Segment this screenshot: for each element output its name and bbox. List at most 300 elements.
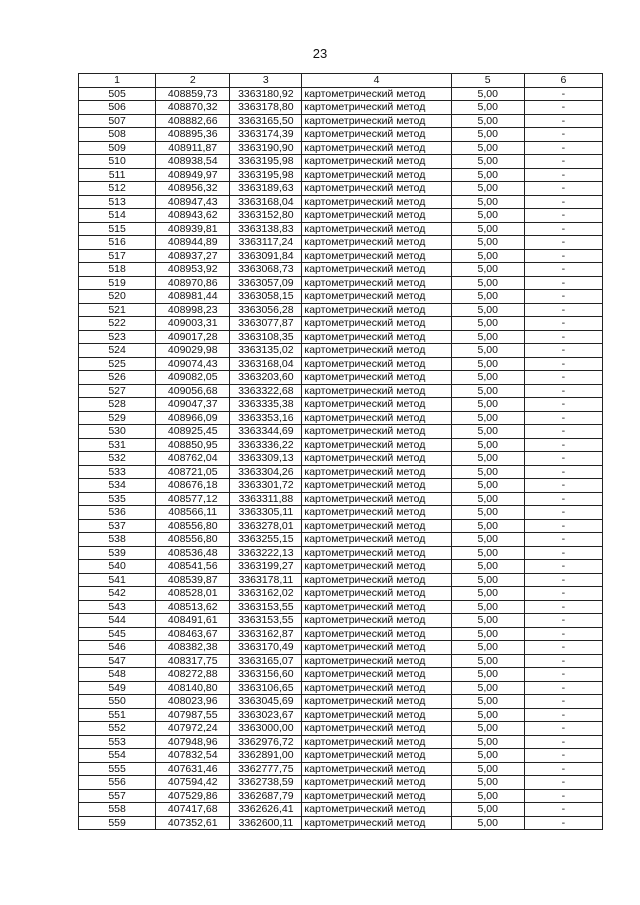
y-coordinate-cell: 3363255,15 [230,533,302,547]
x-coordinate-cell: 408721,05 [156,465,230,479]
note-cell: - [524,560,602,574]
y-coordinate-cell: 3363168,04 [230,357,302,371]
x-coordinate-cell: 408998,23 [156,303,230,317]
method-cell: картометрический метод [302,114,451,128]
point-number-cell: 526 [79,371,156,385]
accuracy-cell: 5,00 [451,681,524,695]
accuracy-cell: 5,00 [451,722,524,736]
table-row [79,722,603,736]
point-number-cell: 537 [79,519,156,533]
note-cell: - [524,182,602,196]
point-number-cell: 533 [79,465,156,479]
method-cell: картометрический метод [302,614,451,628]
table-row [79,600,603,614]
y-coordinate-cell: 3362891,00 [230,749,302,763]
point-number-cell: 521 [79,303,156,317]
method-cell: картометрический метод [302,654,451,668]
table-row [79,492,603,506]
y-coordinate-cell: 3363165,50 [230,114,302,128]
method-cell: картометрический метод [302,560,451,574]
table-row [79,290,603,304]
page-number: 23 [312,46,328,61]
accuracy-cell: 5,00 [451,438,524,452]
point-number-cell: 550 [79,695,156,709]
column-header-3: 3 [230,74,302,88]
method-cell: картометрический метод [302,398,451,412]
accuracy-cell: 5,00 [451,479,524,493]
table-row [79,627,603,641]
note-cell: - [524,506,602,520]
note-cell: - [524,249,602,263]
y-coordinate-cell: 3363023,67 [230,708,302,722]
point-number-cell: 541 [79,573,156,587]
table-row [79,101,603,115]
table-row [79,533,603,547]
point-number-cell: 512 [79,182,156,196]
y-coordinate-cell: 3363138,83 [230,222,302,236]
method-cell: картометрический метод [302,209,451,223]
table-row [79,749,603,763]
method-cell: картометрический метод [302,573,451,587]
table-row [79,114,603,128]
note-cell: - [524,452,602,466]
x-coordinate-cell: 408577,12 [156,492,230,506]
point-number-cell: 546 [79,641,156,655]
table-row [79,276,603,290]
note-cell: - [524,128,602,142]
point-number-cell: 507 [79,114,156,128]
accuracy-cell: 5,00 [451,776,524,790]
y-coordinate-cell: 3363353,16 [230,411,302,425]
table-row [79,735,603,749]
note-cell: - [524,803,602,817]
method-cell: картометрический метод [302,519,451,533]
y-coordinate-cell: 3363077,87 [230,317,302,331]
table-row [79,560,603,574]
y-coordinate-cell: 3363091,84 [230,249,302,263]
y-coordinate-cell: 3363195,98 [230,168,302,182]
x-coordinate-cell: 409017,28 [156,330,230,344]
accuracy-cell: 5,00 [451,695,524,709]
note-cell: - [524,816,602,830]
point-number-cell: 538 [79,533,156,547]
point-number-cell: 519 [79,276,156,290]
table-row [79,776,603,790]
table-row [79,816,603,830]
method-cell: картометрический метод [302,276,451,290]
method-cell: картометрический метод [302,668,451,682]
method-cell: картометрический метод [302,168,451,182]
column-header-2: 2 [156,74,230,88]
point-number-cell: 529 [79,411,156,425]
method-cell: картометрический метод [302,357,451,371]
note-cell: - [524,155,602,169]
x-coordinate-cell: 408513,62 [156,600,230,614]
x-coordinate-cell: 408566,11 [156,506,230,520]
method-cell: картометрический метод [302,789,451,803]
method-cell: картометрический метод [302,411,451,425]
point-number-cell: 535 [79,492,156,506]
note-cell: - [524,708,602,722]
x-coordinate-cell: 408895,36 [156,128,230,142]
y-coordinate-cell: 3363222,13 [230,546,302,560]
table-row [79,209,603,223]
x-coordinate-cell: 408491,61 [156,614,230,628]
y-coordinate-cell: 3362777,75 [230,762,302,776]
x-coordinate-cell: 408966,09 [156,411,230,425]
note-cell: - [524,776,602,790]
x-coordinate-cell: 408870,32 [156,101,230,115]
accuracy-cell: 5,00 [451,614,524,628]
x-coordinate-cell: 409074,43 [156,357,230,371]
point-number-cell: 510 [79,155,156,169]
point-number-cell: 549 [79,681,156,695]
method-cell: картометрический метод [302,263,451,277]
note-cell: - [524,209,602,223]
y-coordinate-cell: 3363190,90 [230,141,302,155]
point-number-cell: 531 [79,438,156,452]
method-cell: картометрический метод [302,249,451,263]
method-cell: картометрический метод [302,506,451,520]
y-coordinate-cell: 3363189,63 [230,182,302,196]
x-coordinate-cell: 408956,32 [156,182,230,196]
y-coordinate-cell: 3363199,27 [230,560,302,574]
accuracy-cell: 5,00 [451,492,524,506]
method-cell: картометрический метод [302,816,451,830]
method-cell: картометрический метод [302,182,451,196]
accuracy-cell: 5,00 [451,384,524,398]
method-cell: картометрический метод [302,627,451,641]
y-coordinate-cell: 3363178,80 [230,101,302,115]
method-cell: картометрический метод [302,438,451,452]
x-coordinate-cell: 408539,87 [156,573,230,587]
y-coordinate-cell: 3363117,24 [230,236,302,250]
point-number-cell: 514 [79,209,156,223]
method-cell: картометрический метод [302,101,451,115]
y-coordinate-cell: 3363058,15 [230,290,302,304]
method-cell: картометрический метод [302,155,451,169]
point-number-cell: 556 [79,776,156,790]
x-coordinate-cell: 408953,92 [156,263,230,277]
point-number-cell: 534 [79,479,156,493]
point-number-cell: 555 [79,762,156,776]
x-coordinate-cell: 408944,89 [156,236,230,250]
note-cell: - [524,614,602,628]
table-row [79,222,603,236]
point-number-cell: 515 [79,222,156,236]
method-cell: картометрический метод [302,762,451,776]
y-coordinate-cell: 3362626,41 [230,803,302,817]
point-number-cell: 559 [79,816,156,830]
x-coordinate-cell: 408272,88 [156,668,230,682]
table-row [79,141,603,155]
x-coordinate-cell: 408762,04 [156,452,230,466]
accuracy-cell: 5,00 [451,357,524,371]
method-cell: картометрический метод [302,587,451,601]
table-row [79,155,603,169]
column-header-4: 4 [302,74,451,88]
table-row [79,654,603,668]
y-coordinate-cell: 3362738,59 [230,776,302,790]
table-row [79,317,603,331]
table-body [79,87,603,830]
y-coordinate-cell: 3363162,02 [230,587,302,601]
note-cell: - [524,654,602,668]
method-cell: картометрический метод [302,695,451,709]
y-coordinate-cell: 3363162,87 [230,627,302,641]
note-cell: - [524,587,602,601]
method-cell: картометрический метод [302,222,451,236]
y-coordinate-cell: 3363057,09 [230,276,302,290]
table-row [79,425,603,439]
table-row [79,803,603,817]
method-cell: картометрический метод [302,195,451,209]
point-number-cell: 517 [79,249,156,263]
table-row [79,587,603,601]
table-row [79,546,603,560]
column-header-5: 5 [451,74,524,88]
note-cell: - [524,398,602,412]
x-coordinate-cell: 408528,01 [156,587,230,601]
y-coordinate-cell: 3363045,69 [230,695,302,709]
method-cell: картометрический метод [302,600,451,614]
note-cell: - [524,573,602,587]
accuracy-cell: 5,00 [451,654,524,668]
method-cell: картометрический метод [302,128,451,142]
y-coordinate-cell: 3363335,38 [230,398,302,412]
table-row [79,128,603,142]
point-number-cell: 527 [79,384,156,398]
table-row [79,195,603,209]
note-cell: - [524,438,602,452]
note-cell: - [524,276,602,290]
y-coordinate-cell: 3363170,49 [230,641,302,655]
point-number-cell: 525 [79,357,156,371]
x-coordinate-cell: 408970,86 [156,276,230,290]
point-number-cell: 554 [79,749,156,763]
table-row [79,789,603,803]
method-cell: картометрический метод [302,452,451,466]
column-header-6: 6 [524,74,602,88]
table-header-row [79,74,603,88]
table-row [79,182,603,196]
y-coordinate-cell: 3363106,65 [230,681,302,695]
note-cell: - [524,762,602,776]
y-coordinate-cell: 3363178,11 [230,573,302,587]
note-cell: - [524,789,602,803]
method-cell: картометрический метод [302,465,451,479]
x-coordinate-cell: 407987,55 [156,708,230,722]
x-coordinate-cell: 408850,95 [156,438,230,452]
table-row [79,236,603,250]
note-cell: - [524,425,602,439]
x-coordinate-cell: 408949,97 [156,168,230,182]
x-coordinate-cell: 409056,68 [156,384,230,398]
accuracy-cell: 5,00 [451,168,524,182]
point-number-cell: 558 [79,803,156,817]
x-coordinate-cell: 408317,75 [156,654,230,668]
point-number-cell: 508 [79,128,156,142]
x-coordinate-cell: 408943,62 [156,209,230,223]
point-number-cell: 544 [79,614,156,628]
note-cell: - [524,749,602,763]
x-coordinate-cell: 408556,80 [156,519,230,533]
x-coordinate-cell: 408981,44 [156,290,230,304]
accuracy-cell: 5,00 [451,209,524,223]
point-number-cell: 552 [79,722,156,736]
accuracy-cell: 5,00 [451,519,524,533]
point-number-cell: 557 [79,789,156,803]
y-coordinate-cell: 3362600,11 [230,816,302,830]
note-cell: - [524,735,602,749]
note-cell: - [524,479,602,493]
y-coordinate-cell: 3363153,55 [230,614,302,628]
x-coordinate-cell: 408859,73 [156,87,230,101]
note-cell: - [524,668,602,682]
y-coordinate-cell: 3363174,39 [230,128,302,142]
y-coordinate-cell: 3363311,88 [230,492,302,506]
note-cell: - [524,465,602,479]
note-cell: - [524,492,602,506]
accuracy-cell: 5,00 [451,222,524,236]
point-number-cell: 518 [79,263,156,277]
accuracy-cell: 5,00 [451,411,524,425]
point-number-cell: 524 [79,344,156,358]
table-row [79,519,603,533]
accuracy-cell: 5,00 [451,641,524,655]
y-coordinate-cell: 3363278,01 [230,519,302,533]
x-coordinate-cell: 407417,68 [156,803,230,817]
note-cell: - [524,330,602,344]
x-coordinate-cell: 408938,54 [156,155,230,169]
y-coordinate-cell: 3363322,68 [230,384,302,398]
table-row [79,762,603,776]
table-row [79,452,603,466]
table-row [79,398,603,412]
accuracy-cell: 5,00 [451,573,524,587]
table-row [79,371,603,385]
table-row [79,263,603,277]
x-coordinate-cell: 407948,96 [156,735,230,749]
table-row [79,357,603,371]
x-coordinate-cell: 408536,48 [156,546,230,560]
x-coordinate-cell: 407594,42 [156,776,230,790]
accuracy-cell: 5,00 [451,546,524,560]
table-row [79,681,603,695]
x-coordinate-cell: 407529,86 [156,789,230,803]
accuracy-cell: 5,00 [451,668,524,682]
note-cell: - [524,195,602,209]
accuracy-cell: 5,00 [451,600,524,614]
point-number-cell: 506 [79,101,156,115]
accuracy-cell: 5,00 [451,816,524,830]
y-coordinate-cell: 3363301,72 [230,479,302,493]
x-coordinate-cell: 408882,66 [156,114,230,128]
note-cell: - [524,168,602,182]
accuracy-cell: 5,00 [451,560,524,574]
point-number-cell: 551 [79,708,156,722]
method-cell: картометрический метод [302,303,451,317]
accuracy-cell: 5,00 [451,465,524,479]
method-cell: картометрический метод [302,533,451,547]
method-cell: картометрический метод [302,479,451,493]
note-cell: - [524,546,602,560]
table-row [79,573,603,587]
note-cell: - [524,303,602,317]
note-cell: - [524,600,602,614]
y-coordinate-cell: 3363304,26 [230,465,302,479]
table-row [79,695,603,709]
table-row [79,344,603,358]
table-row [79,438,603,452]
table-row [79,708,603,722]
y-coordinate-cell: 3363305,11 [230,506,302,520]
accuracy-cell: 5,00 [451,87,524,101]
table-row [79,168,603,182]
accuracy-cell: 5,00 [451,735,524,749]
accuracy-cell: 5,00 [451,141,524,155]
note-cell: - [524,627,602,641]
method-cell: картометрический метод [302,492,451,506]
accuracy-cell: 5,00 [451,128,524,142]
table-row [79,641,603,655]
y-coordinate-cell: 3363153,55 [230,600,302,614]
accuracy-cell: 5,00 [451,114,524,128]
x-coordinate-cell: 407352,61 [156,816,230,830]
accuracy-cell: 5,00 [451,276,524,290]
accuracy-cell: 5,00 [451,263,524,277]
point-number-cell: 516 [79,236,156,250]
point-number-cell: 530 [79,425,156,439]
note-cell: - [524,114,602,128]
x-coordinate-cell: 408925,45 [156,425,230,439]
note-cell: - [524,101,602,115]
y-coordinate-cell: 3363309,13 [230,452,302,466]
x-coordinate-cell: 408541,56 [156,560,230,574]
x-coordinate-cell: 408911,87 [156,141,230,155]
table-row [79,87,603,101]
x-coordinate-cell: 409003,31 [156,317,230,331]
note-cell: - [524,681,602,695]
method-cell: картометрический метод [302,681,451,695]
method-cell: картометрический метод [302,803,451,817]
method-cell: картометрический метод [302,384,451,398]
point-number-cell: 511 [79,168,156,182]
accuracy-cell: 5,00 [451,101,524,115]
table-row [79,479,603,493]
method-cell: картометрический метод [302,546,451,560]
method-cell: картометрический метод [302,735,451,749]
y-coordinate-cell: 3363336,22 [230,438,302,452]
note-cell: - [524,317,602,331]
x-coordinate-cell: 407631,46 [156,762,230,776]
point-number-cell: 540 [79,560,156,574]
y-coordinate-cell: 3363156,60 [230,668,302,682]
x-coordinate-cell: 408556,80 [156,533,230,547]
point-number-cell: 547 [79,654,156,668]
point-number-cell: 523 [79,330,156,344]
note-cell: - [524,236,602,250]
table-row [79,465,603,479]
y-coordinate-cell: 3363195,98 [230,155,302,169]
method-cell: картометрический метод [302,776,451,790]
method-cell: картометрический метод [302,641,451,655]
point-number-cell: 543 [79,600,156,614]
method-cell: картометрический метод [302,371,451,385]
note-cell: - [524,344,602,358]
y-coordinate-cell: 3363056,28 [230,303,302,317]
x-coordinate-cell: 407832,54 [156,749,230,763]
